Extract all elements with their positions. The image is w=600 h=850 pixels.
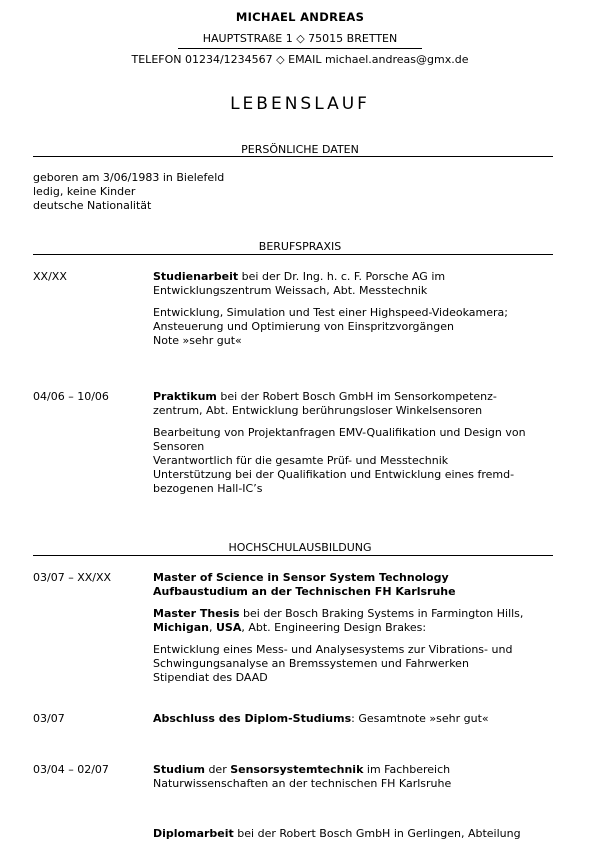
section-divider-education xyxy=(33,555,553,556)
degree-title: Master of Science in Sensor System Technology xyxy=(153,571,449,584)
entry-line: zentrum, Abt. Entwicklung berührungsloser Winkelsensoren xyxy=(153,404,483,417)
experience-entry xyxy=(153,390,558,496)
entry-detail: Note »sehr gut« xyxy=(153,334,242,347)
section-heading-experience: BERUFSPRAXIS xyxy=(258,240,342,253)
diploma-grade: : Gesamtnote »sehr gut« xyxy=(351,712,489,725)
experience-entry xyxy=(153,270,558,348)
diploma-thesis-label: Diplomarbeit xyxy=(153,827,234,840)
contact-line: TELEFON 01234/1234567 ◇ EMAIL michael.andreas@gmx.de xyxy=(131,53,469,66)
address-divider xyxy=(178,48,422,49)
education-entry-diploma-thesis xyxy=(153,827,558,841)
entry-line: Entwicklungszentrum Weissach, Abt. Messtechnik xyxy=(153,284,428,297)
thesis-place-country: USA xyxy=(215,621,242,634)
personal-line: ledig, keine Kinder xyxy=(33,185,136,198)
section-divider-experience xyxy=(33,254,553,255)
thesis-detail: bei der Bosch Braking Systems in Farmington Hills, xyxy=(239,607,524,620)
education-entry-diploma xyxy=(153,712,558,726)
study-faculty: im Fachbereich xyxy=(363,763,451,776)
thesis-department: , Abt. Engineering Design Brakes: xyxy=(241,621,427,634)
personal-line: deutsche Nationalität xyxy=(33,199,152,212)
degree-subtitle: Aufbaustudium an der Technischen FH Karlsruhe xyxy=(153,585,456,598)
entry-line: Naturwissenschaften an der technischen FH Karlsruhe xyxy=(153,777,452,790)
entry-detail: Ansteuerung und Optimierung von Einspritzvorgängen xyxy=(153,320,454,333)
entry-detail: Sensoren xyxy=(153,440,205,453)
applicant-name: MICHAEL ANDREAS xyxy=(235,10,365,24)
section-divider-personal xyxy=(33,156,553,157)
entry-date: 04/06 – 10/06 xyxy=(33,390,109,403)
entry-date: 03/04 – 02/07 xyxy=(33,763,109,776)
education-entry-study: Studium der Sensorsystemtechnik im Fachbereich Naturwissenschaften an der technischen FH Karlsruhe xyxy=(153,763,558,791)
entry-date: 03/07 – XX/XX xyxy=(33,571,112,584)
entry-detail: Verantwortlich für die gesamte Prüf- und Messtechnik xyxy=(153,454,449,467)
section-heading-education: HOCHSCHULAUSBILDUNG xyxy=(228,541,372,554)
thesis-place-state: Michigan xyxy=(153,621,209,634)
study-label: Studium xyxy=(153,763,205,776)
education-entry-master: Master of Science in Sensor System Technology Aufbaustudium an der Technischen FH Karlsruhe Master Thesis bei der Bosch Braking Systems in Farmington Hills, Michigan, USA, Abt. Engineering Design Brakes: Entwicklung eines Mess- und Analysesystems zur Vibrations- und Schwingungsanalyse an Bremssystemen und Fahrwerken Stipendiat des DAAD xyxy=(153,571,558,685)
entry-detail: Unterstützung bei der Qualifikation und Entwicklung eines fremd- xyxy=(153,468,515,481)
entry-date: XX/XX xyxy=(33,270,67,283)
entry-role-detail: bei der Dr. Ing. h. c. F. Porsche AG im xyxy=(238,270,446,283)
entry-detail: Bearbeitung von Projektanfragen EMV-Qualifikation und Design von xyxy=(153,426,526,439)
entry-role-detail: bei der Robert Bosch GmbH im Sensorkompetenz- xyxy=(216,390,497,403)
entry-detail: Entwicklung eines Mess- und Analysesystems zur Vibrations- und xyxy=(153,643,513,656)
study-subject: Sensorsystemtechnik xyxy=(230,763,364,776)
diploma-label: Abschluss des Diplom-Studiums xyxy=(153,712,352,725)
entry-detail: Entwicklung, Simulation und Test einer Highspeed-Videokamera; xyxy=(153,306,508,319)
entry-detail: bezogenen Hall-IC’s xyxy=(153,482,263,495)
entry-role: Studienarbeit xyxy=(153,270,239,283)
personal-line: geboren am 3/06/1983 in Bielefeld xyxy=(33,171,225,184)
entry-detail: Schwingungsanalyse an Bremssystemen und Fahrwerken xyxy=(153,657,469,670)
diploma-thesis-detail: bei der Robert Bosch GmbH in Gerlingen, Abteilung xyxy=(233,827,521,840)
address-line: HAUPTSTRAßE 1 ◇ 75015 BRETTEN xyxy=(202,32,398,45)
document-title: LEBENSLAUF xyxy=(230,94,370,114)
section-heading-personal: PERSÖNLICHE DATEN xyxy=(241,143,359,156)
entry-role: Praktikum xyxy=(153,390,217,403)
thesis-label: Master Thesis xyxy=(153,607,240,620)
entry-detail: Stipendiat des DAAD xyxy=(153,671,268,684)
personal-data-block xyxy=(33,171,224,213)
entry-date: 03/07 xyxy=(33,712,65,725)
